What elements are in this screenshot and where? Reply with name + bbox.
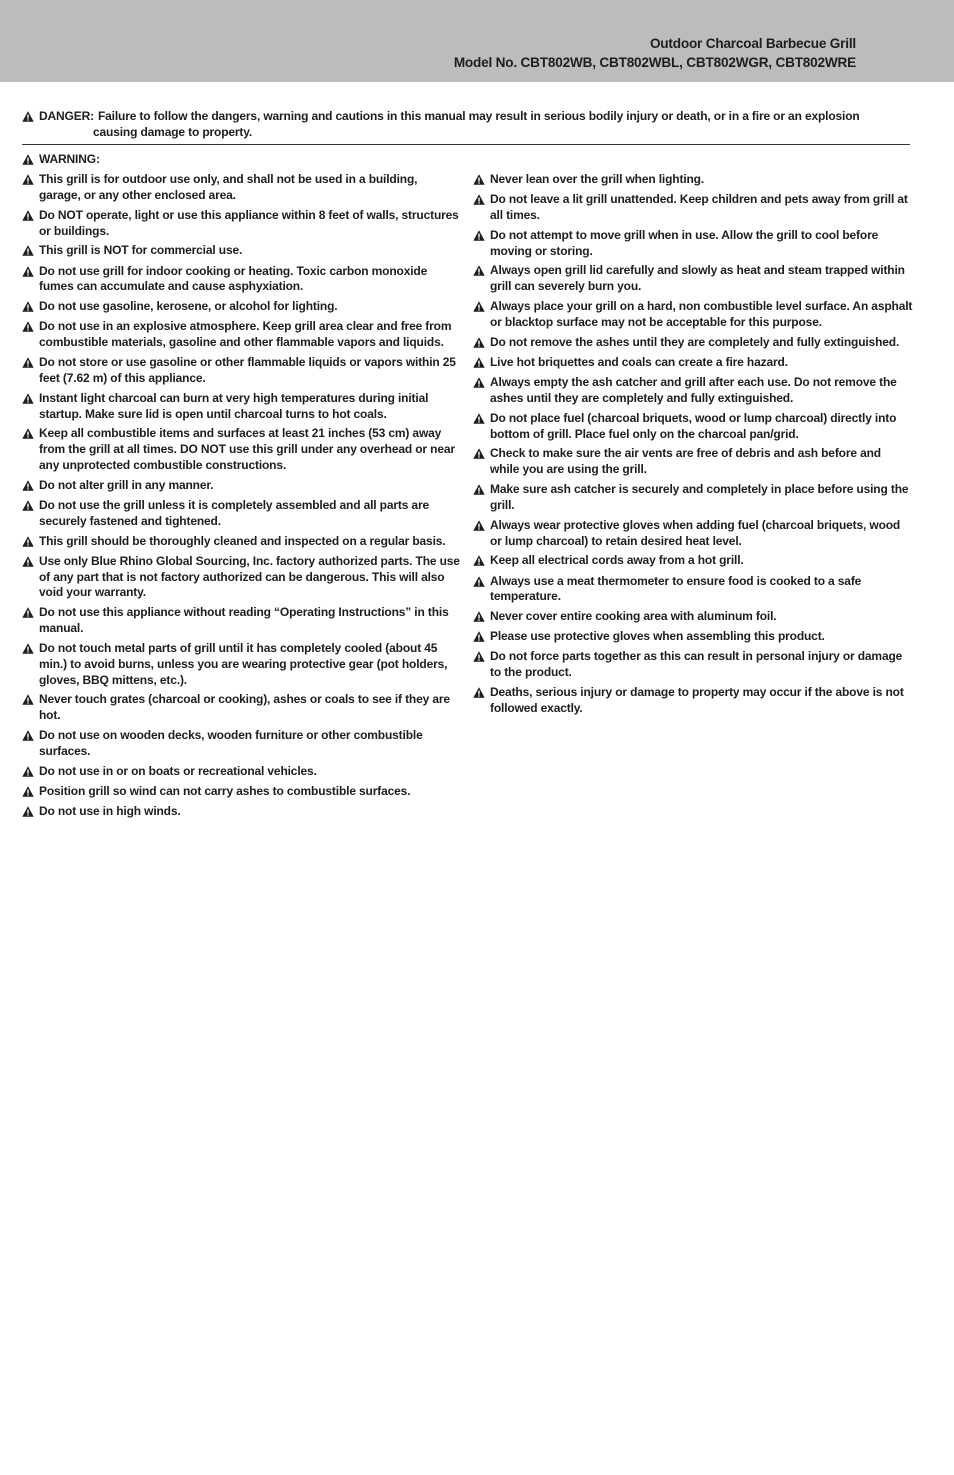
warning-text: Do not use the grill unless it is completely assembled and all parts are securely fastened and tightened.	[39, 497, 429, 528]
warning-item	[22, 152, 462, 168]
warning-item	[22, 172, 462, 204]
warning-item	[473, 335, 913, 351]
divider-rule	[22, 144, 910, 145]
model-numbers: Model No. CBT802WB, CBT802WBL, CBT802WGR, CBT802WRE	[453, 55, 856, 70]
warning-item	[22, 605, 462, 637]
warning-item	[22, 764, 462, 780]
warning-triangle-icon	[473, 518, 490, 534]
warning-text: Do not use in high winds.	[39, 803, 181, 818]
warning-item	[473, 263, 913, 295]
warning-triangle-icon	[473, 263, 490, 279]
danger-label: DANGER:	[39, 109, 94, 123]
warning-triangle-icon	[22, 152, 39, 168]
warning-text: Always place your grill on a hard, non combustible level surface. An asphalt or blacktop surface may not be acceptable for this purpose.	[490, 299, 913, 329]
warning-item	[22, 243, 462, 259]
warning-item	[473, 518, 913, 550]
warning-text: Deaths, serious injury or damage to property may occur if the above is not followed exactly.	[490, 685, 904, 715]
warning-item	[473, 629, 913, 645]
warning-text: Live hot briquettes and coals can create a fire hazard.	[490, 354, 788, 369]
warning-item	[473, 553, 913, 569]
warning-triangle-icon	[22, 426, 39, 442]
warning-triangle-icon	[22, 355, 39, 371]
warning-text: Use only Blue Rhino Global Sourcing, Inc. factory authorized parts. The use of any part that is not factory authorized can be dangerous. This will also void your warranty.	[39, 553, 460, 600]
warning-item	[22, 804, 462, 820]
warning-triangle-icon	[22, 728, 39, 744]
warning-text: Make sure ash catcher is securely and completely in place before using the grill.	[490, 482, 909, 512]
warning-item	[22, 784, 462, 800]
warning-item	[22, 299, 462, 315]
warning-text: Do not leave a lit grill unattended. Keep children and pets away from grill at all times.	[490, 192, 908, 222]
warning-text: Check to make sure the air vents are free of debris and ash before and while you are using the grill.	[490, 446, 881, 477]
warning-text: Do not alter grill in any manner.	[39, 477, 214, 492]
danger-statement	[22, 109, 910, 141]
warning-item	[22, 554, 462, 601]
warning-text: Please use protective gloves when assembling this product.	[490, 629, 825, 644]
warning-triangle-icon	[473, 609, 490, 625]
warning-text: Keep all electrical cords away from a hot grill.	[490, 553, 744, 568]
warning-item	[473, 649, 913, 681]
warning-triangle-icon	[22, 764, 39, 780]
warning-triangle-icon	[473, 411, 490, 427]
warning-item	[22, 426, 462, 473]
warning-triangle-icon	[22, 784, 39, 800]
warning-triangle-icon	[473, 375, 490, 391]
warning-text: Do not force parts together as this can result in personal injury or damage to the product.	[490, 649, 903, 680]
warning-item	[473, 574, 913, 606]
warning-item	[473, 375, 913, 407]
warning-item	[22, 692, 462, 724]
warning-text: Always use a meat thermometer to ensure food is cooked to a safe temperature.	[490, 573, 862, 604]
product-title: Outdoor Charcoal Barbecue Grill	[649, 36, 856, 51]
warning-triangle-icon	[473, 685, 490, 701]
warning-triangle-icon	[22, 641, 39, 657]
warning-text: Always empty the ash catcher and grill after each use. Do not remove the ashes until they are completely and fully extinguished.	[490, 375, 897, 405]
warning-triangle-icon	[22, 391, 39, 407]
warning-text: Never touch grates (charcoal or cooking), ashes or coals to see if they are hot.	[39, 692, 450, 723]
warning-item	[473, 609, 913, 625]
warning-triangle-icon	[22, 243, 39, 259]
warning-text: Do not use on wooden decks, wooden furniture or other combustible surfaces.	[39, 728, 423, 758]
warning-text: Do not touch metal parts of grill until it has completely cooled (about 45 min.) to avoid burns, unless you are wearing protective gear (pot holders, gloves, BBQ mittens, etc.).	[39, 640, 448, 687]
warning-text: Keep all combustible items and surfaces at least 21 inches (53 cm) away from the grill at all times. DO NOT use this grill under any overhead or near any unprotected combustible constructions.	[39, 426, 455, 472]
warning-text: This grill is for outdoor use only, and shall not be used in a building, garage, or any other enclosed area.	[39, 172, 418, 202]
warning-text: Do not use in or on boats or recreational vehicles.	[39, 763, 317, 778]
warning-triangle-icon	[473, 482, 490, 498]
warning-triangle-icon	[473, 629, 490, 645]
warning-triangle-icon	[22, 692, 39, 708]
warning-item	[473, 172, 913, 188]
warning-text: Always open grill lid carefully and slowly as heat and steam trapped within grill can severely burn you.	[490, 263, 905, 294]
warning-text: This grill is NOT for commercial use.	[39, 243, 243, 258]
warning-triangle-icon	[473, 228, 490, 244]
warning-item	[22, 208, 462, 240]
warning-text: Do not use gasoline, kerosene, or alcohol for lighting.	[39, 299, 338, 314]
warning-item	[22, 355, 462, 387]
warning-triangle-icon	[22, 264, 39, 280]
warning-item	[473, 228, 913, 260]
warning-triangle-icon	[22, 554, 39, 570]
warning-item	[22, 498, 462, 530]
warning-text: This grill should be thoroughly cleaned and inspected on a regular basis.	[39, 533, 446, 548]
warning-triangle-icon	[22, 319, 39, 335]
warning-item	[22, 478, 462, 494]
warning-triangle-icon	[473, 192, 490, 208]
warnings-column-left	[22, 152, 462, 824]
warning-item	[22, 319, 462, 351]
warning-item	[22, 728, 462, 760]
warning-triangle-icon	[22, 109, 39, 125]
warning-item	[22, 264, 462, 296]
warning-triangle-icon	[22, 534, 39, 550]
warning-text: Never lean over the grill when lighting.	[490, 172, 705, 186]
warning-text: Do not use this appliance without reading “Operating Instructions” in this manual.	[39, 605, 449, 636]
warning-text: Instant light charcoal can burn at very high temperatures during initial startup. Make sure lid is open until charcoal turns to hot coals.	[39, 390, 429, 421]
warning-item	[22, 391, 462, 423]
warning-triangle-icon	[473, 355, 490, 371]
header-band	[0, 0, 954, 82]
warning-text: Do NOT operate, light or use this appliance within 8 feet of walls, structures or buildings.	[39, 207, 459, 238]
warning-text: WARNING:	[39, 152, 100, 166]
warning-triangle-icon	[22, 172, 39, 188]
warning-text: Do not attempt to move grill when in use. Allow the grill to cool before moving or storing.	[490, 227, 879, 258]
warning-triangle-icon	[22, 498, 39, 514]
warnings-column-right	[473, 172, 913, 721]
warning-text: Do not remove the ashes until they are completely and fully extinguished.	[490, 334, 900, 349]
warning-text: Do not store or use gasoline or other flammable liquids or vapors within 25 feet (7.62 m) of this appliance.	[39, 355, 456, 385]
warning-item	[473, 446, 913, 478]
warning-item	[473, 192, 913, 224]
warning-item	[473, 355, 913, 371]
warning-item	[22, 641, 462, 688]
warning-item	[473, 685, 913, 717]
warning-triangle-icon	[22, 804, 39, 820]
warning-triangle-icon	[22, 605, 39, 621]
warning-triangle-icon	[22, 208, 39, 224]
warning-item	[473, 411, 913, 443]
warning-triangle-icon	[22, 478, 39, 494]
warning-triangle-icon	[473, 299, 490, 315]
warning-triangle-icon	[473, 649, 490, 665]
warning-triangle-icon	[473, 553, 490, 569]
warning-triangle-icon	[473, 335, 490, 351]
warning-text: Never cover entire cooking area with aluminum foil.	[490, 609, 777, 624]
warning-text: Always wear protective gloves when adding fuel (charcoal briquets, wood or lump charcoal) to retain desired heat level.	[490, 517, 901, 548]
warning-text: Do not use in an explosive atmosphere. Keep grill area clear and free from combustible materials, gasoline and other flammable vapors and liquids.	[39, 319, 452, 350]
warning-triangle-icon	[22, 299, 39, 315]
warning-triangle-icon	[473, 172, 490, 188]
danger-text-line1: Failure to follow the dangers, warning and cautions in this manual may result in serious bodily injury or death, or in a fire or an explosion	[97, 109, 860, 123]
document-title	[454, 34, 856, 72]
warning-text: Do not place fuel (charcoal briquets, wood or lump charcoal) directly into bottom of grill. Place fuel only on the charcoal pan/grid.	[490, 410, 897, 441]
warning-item	[473, 482, 913, 514]
danger-text-line2: causing damage to property.	[93, 124, 253, 139]
warning-triangle-icon	[473, 446, 490, 462]
warning-text: Position grill so wind can not carry ashes to combustible surfaces.	[39, 783, 411, 798]
warning-triangle-icon	[473, 574, 490, 590]
warning-text: Do not use grill for indoor cooking or heating. Toxic carbon monoxide fumes can accumulate and cause asphyxiation.	[39, 263, 428, 294]
warning-item	[473, 299, 913, 331]
warning-item	[22, 534, 462, 550]
